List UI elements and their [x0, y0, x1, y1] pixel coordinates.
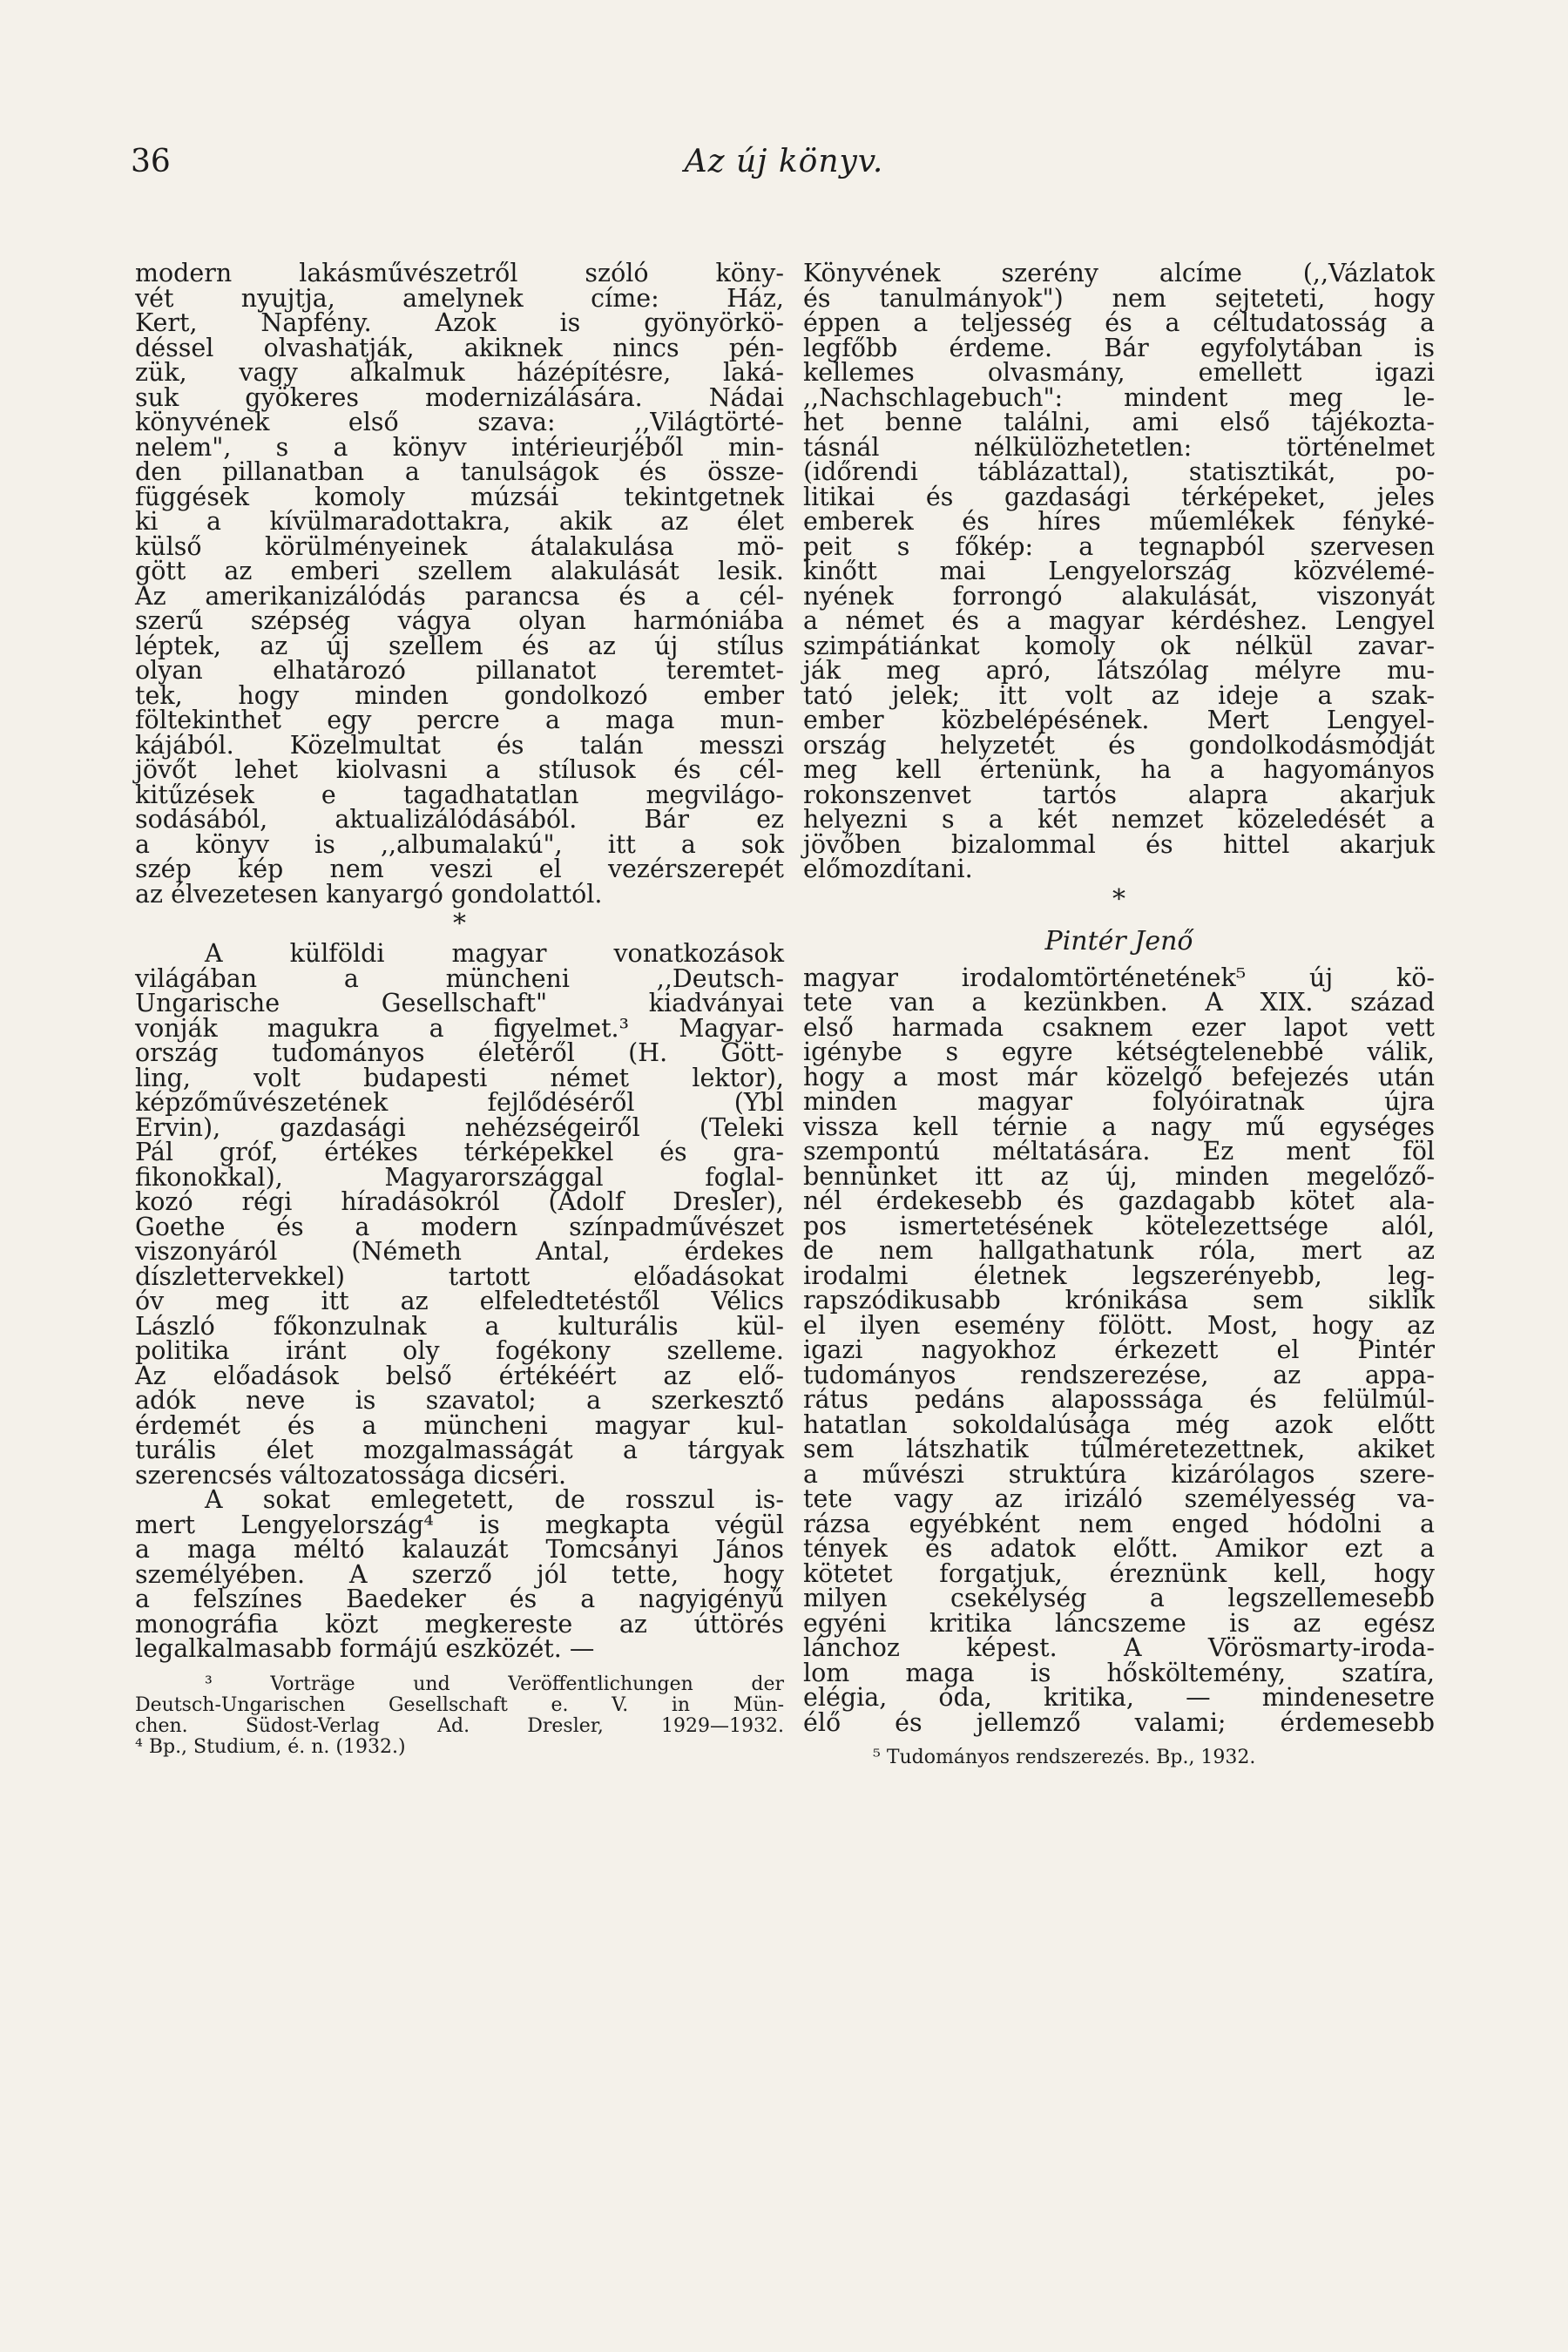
text-line: óv meg itt az elfeledtetéstől Vélics: [135, 1287, 784, 1315]
reviewed-author: Pintér Jenő: [1044, 925, 1193, 956]
text-line: tete vagy az irizáló személyesség va-: [803, 1484, 1435, 1513]
text-line: hogy a most már közelgő befejezés után: [803, 1062, 1435, 1092]
text-line: a német és a magyar kérdéshez. Lengyel: [803, 606, 1435, 635]
text-line: het benne találni, ami első tájékozta-: [803, 408, 1435, 436]
text-line: olyan elhatározó pillanatot teremtet-: [135, 656, 784, 685]
right-paragraph-1: [803, 261, 1435, 882]
text-line: kozó régi híradásokról (Adolf Dresler),: [135, 1187, 784, 1216]
text-line: kitűzések e tagadhatatlan megvilágo-: [135, 780, 784, 809]
text-line: szempontú méltatására. Ez ment föl: [803, 1137, 1435, 1166]
text-line: vonják magukra a figyelmet.³ Magyar-: [135, 1013, 784, 1043]
text-line: nyének forrongó alakulását, viszonyát: [803, 581, 1435, 611]
text-line: léptek, az új szellem és az új stílus: [135, 631, 784, 660]
text-line: ország tudományos életéről (H. Gött-: [135, 1038, 784, 1067]
text-line: tásnál nélkülözhetetlen: történelmet: [803, 432, 1435, 462]
right-paragraph-2: [803, 963, 1435, 1737]
left-footnotes: [135, 1674, 784, 1758]
text-line: Az amerikanizálódás parancsa és a cél-: [135, 581, 784, 611]
text-line: suk gyökeres modernizálására. Nádai: [135, 382, 784, 412]
text-line: kájából. Közelmultat és talán messzi: [135, 730, 784, 760]
text-line: szép kép nem veszi el vezérszerepét: [135, 855, 784, 883]
text-line: rázsa egyébként nem enged hódolni a: [803, 1509, 1435, 1538]
text-line: László főkonzulnak a kulturális kül-: [135, 1311, 784, 1341]
text-line: litikai és gazdasági térképeket, jeles: [803, 482, 1435, 511]
text-line: hatatlan sokoldalúsága még azok előtt: [803, 1409, 1435, 1439]
left-column: [135, 261, 784, 1758]
text-line: mert Lengyelország⁴ is megkapta végül: [135, 1510, 784, 1539]
text-line: ling, volt budapesti német lektor),: [135, 1063, 784, 1092]
text-line: Az előadások belső értékéért az elő-: [135, 1361, 784, 1390]
text-line: éppen a teljesség és a céltudatosság a: [803, 308, 1435, 337]
text-line: Kert, Napfény. Azok is gyönyörkö-: [135, 308, 784, 337]
running-title: Az új könyv.: [684, 144, 884, 179]
text-line: monográfia közt megkereste az úttörés: [135, 1609, 784, 1639]
text-line: szerencsés változatossága dicséri.: [135, 1460, 567, 1490]
text-line: szimpátiánkat komoly ok nélkül zavar-: [803, 631, 1435, 660]
text-line: tek, hogy minden gondolkozó ember: [135, 680, 784, 710]
text-line: képzőművészetének fejlődéséről (Ybl: [135, 1088, 784, 1117]
text-line: den pillanatban a tanulságok és össze-: [135, 457, 784, 486]
text-line: rátus pedáns alaposssága és felülmúl-: [803, 1385, 1435, 1414]
left-paragraph-2: [135, 939, 784, 1663]
section-divider-star: *: [453, 909, 466, 939]
text-line: külső körülményeinek átalakulása mö-: [135, 531, 784, 561]
text-line: ³ Vorträge und Veröffentlichungen der: [205, 1673, 784, 1695]
text-line: legfőbb érdeme. Bár egyfolytában is: [803, 333, 1435, 362]
text-line: Deutsch-Ungarischen Gesellschaft e. V. in Mün-: [135, 1693, 784, 1716]
text-line: igazi nagyokhoz érkezett el Pintér: [803, 1335, 1435, 1364]
text-line: sem látszhatik túlméretezettnek, akiket: [803, 1435, 1435, 1463]
text-line: déssel olvashatják, akiknek nincs pén-: [135, 333, 784, 362]
text-line: chen. Südost-Verlag Ad. Dresler, 1929—1932.: [135, 1714, 784, 1737]
text-line: tató jelek; itt volt az ideje a szak-: [803, 680, 1435, 710]
text-line: meg kell értenünk, ha a hagyományos: [803, 755, 1435, 784]
text-line: milyen csekélység a legszellemesebb: [803, 1584, 1435, 1612]
text-line: modern lakásművészetről szóló köny-: [135, 259, 784, 287]
text-line: ország helyzetét és gondolkodásmódját: [803, 730, 1435, 760]
text-line: ják meg apró, látszólag mélyre mu-: [803, 656, 1435, 685]
text-line: pos ismertetésének kötelezettsége alól,: [803, 1211, 1435, 1240]
text-line: szerű szépség vágya olyan harmóniába: [135, 606, 784, 635]
text-line: tete van a kezünkben. A XIX. század: [803, 988, 1435, 1017]
section-divider-star: *: [1112, 883, 1125, 915]
text-line: Ervin), gazdasági nehézségeiről (Teleki: [135, 1112, 784, 1142]
text-line: függések komoly múzsái tekintgetnek: [135, 482, 784, 511]
text-line: de nem hallgathatunk róla, mert az: [803, 1236, 1435, 1265]
text-line: fikonokkal), Magyarországgal foglal-: [135, 1162, 784, 1192]
text-line: bennünket itt az új, minden megelőző-: [803, 1161, 1435, 1191]
text-line: jövőt lehet kiolvasni a stílusok és cél-: [135, 755, 784, 784]
text-line: lom maga is hősköltemény, szatíra,: [803, 1658, 1435, 1687]
text-line: könyvének első szava: ,,Világtörté-: [135, 408, 784, 436]
text-line: vét nyujtja, amelynek címe: Ház,: [135, 283, 784, 313]
page-header: [131, 144, 1437, 187]
text-line: irodalmi életnek legszerényebb, leg-: [803, 1260, 1435, 1290]
text-line: ⁴ Bp., Studium, é. n. (1932.): [135, 1735, 406, 1758]
text-line: kötetet forgatjuk, éreznünk kell, hogy: [803, 1558, 1435, 1588]
text-line: a maga méltó kalauzát Tomcsányi János: [135, 1535, 784, 1564]
text-line: viszonyáról (Németh Antal, érdekes: [135, 1237, 784, 1266]
text-line: tények és adatok előtt. Amikor ezt a: [803, 1534, 1435, 1563]
text-line: minden magyar folyóiratnak újra: [803, 1087, 1435, 1116]
text-line: föltekinthet egy percre a maga mun-: [135, 706, 784, 734]
text-line: vissza kell térnie a nagy mű egységes: [803, 1112, 1435, 1141]
text-line: turális élet mozgalmasságát a tárgyak: [135, 1436, 784, 1464]
text-line: (időrendi táblázattal), statisztikát, po-: [803, 457, 1435, 486]
text-line: kellemes olvasmány, emellett igazi: [803, 358, 1435, 387]
text-line: adók neve is szavatol; a szerkesztő: [135, 1386, 784, 1415]
text-line: igénybe s egyre kétségtelenebbé válik,: [803, 1037, 1435, 1066]
text-line: az élvezetesen kanyargó gondolattól.: [135, 879, 603, 909]
text-line: el ilyen esemény fölött. Most, hogy az: [803, 1310, 1435, 1340]
text-line: nél érdekesebb és gazdagabb kötet ala-: [803, 1186, 1435, 1215]
text-line: kinőtt mai Lengyelország közvélemé-: [803, 557, 1435, 585]
text-line: tudományos rendszerezése, az appa-: [803, 1360, 1435, 1389]
right-column: [803, 261, 1435, 1768]
text-line: zük, vagy alkalmuk házépítésre, laká-: [135, 358, 784, 387]
text-line: rokonszenvet tartós alapra akarjuk: [803, 780, 1435, 809]
text-line: világában a müncheni ,,Deutsch-: [135, 963, 784, 993]
text-line: ki a kívülmaradottakra, akik az élet: [135, 507, 784, 536]
text-line: jövőben bizalommal és hittel akarjuk: [803, 829, 1435, 859]
text-line: első harmada csaknem ezer lapot vett: [803, 1012, 1435, 1042]
text-line: elégia, óda, kritika, — mindenesetre: [803, 1683, 1435, 1712]
text-line: ⁵ Tudományos rendszerezés. Bp., 1932.: [873, 1747, 1256, 1768]
text-line: egyéni kritika láncszeme is az egész: [803, 1608, 1435, 1638]
text-line: rapszódikusabb krónikása sem siklik: [803, 1286, 1435, 1315]
text-line: ,,Nachschlagebuch": mindent meg le-: [803, 382, 1435, 412]
text-line: sodásából, aktualizálódásából. Bár ez: [135, 805, 784, 834]
text-line: magyar irodalomtörténetének⁵ új kö-: [803, 963, 1435, 992]
text-line: ember közbelépésének. Mert Lengyel-: [803, 706, 1435, 734]
text-line: a művészi struktúra kizárólagos szere-: [803, 1459, 1435, 1489]
text-line: gött az emberi szellem alakulását lesik.: [135, 557, 784, 585]
text-line: élő és jellemző valami; érdemesebb: [803, 1707, 1435, 1737]
right-footnotes: [803, 1747, 1435, 1768]
text-line: A sokat emlegetett, de rosszul is-: [205, 1485, 784, 1514]
text-line: A külföldi magyar vonatkozások: [205, 939, 784, 968]
text-line: nelem", s a könyv intérieurjéből min-: [135, 432, 784, 462]
text-line: Goethe és a modern színpadművészet: [135, 1212, 784, 1241]
text-line: díszlettervekkel) tartott előadásokat: [135, 1261, 784, 1291]
text-line: peit s főkép: a tegnapból szervesen: [803, 531, 1435, 561]
text-line: előmozdítani.: [803, 855, 973, 883]
text-line: legalkalmasabb formájú eszközét. —: [135, 1634, 595, 1663]
text-line: emberek és híres műemlékek fényké-: [803, 507, 1435, 536]
left-paragraph-1: [135, 261, 784, 907]
text-line: személyében. A szerző jól tette, hogy: [135, 1559, 784, 1589]
text-line: és tanulmányok") nem sejteteti, hogy: [803, 283, 1435, 313]
text-line: a felszínes Baedeker és a nagyigényű: [135, 1585, 784, 1613]
text-line: helyezni s a két nemzet közeledését a: [803, 805, 1435, 834]
text-line: a könyv is ,,albumalakú", itt a sok: [135, 829, 784, 859]
text-line: Ungarische Gesellschaft" kiadványai: [135, 989, 784, 1017]
page-number: 36: [131, 144, 171, 179]
text-line: Pál gróf, értékes térképekkel és gra-: [135, 1138, 784, 1166]
text-line: érdemét és a müncheni magyar kul-: [135, 1410, 784, 1440]
text-line: Könyvének szerény alcíme (,,Vázlatok: [803, 259, 1435, 287]
text-line: politika iránt oly fogékony szelleme.: [135, 1336, 784, 1365]
text-line: lánchoz képest. A Vörösmarty-iroda-: [803, 1633, 1435, 1662]
